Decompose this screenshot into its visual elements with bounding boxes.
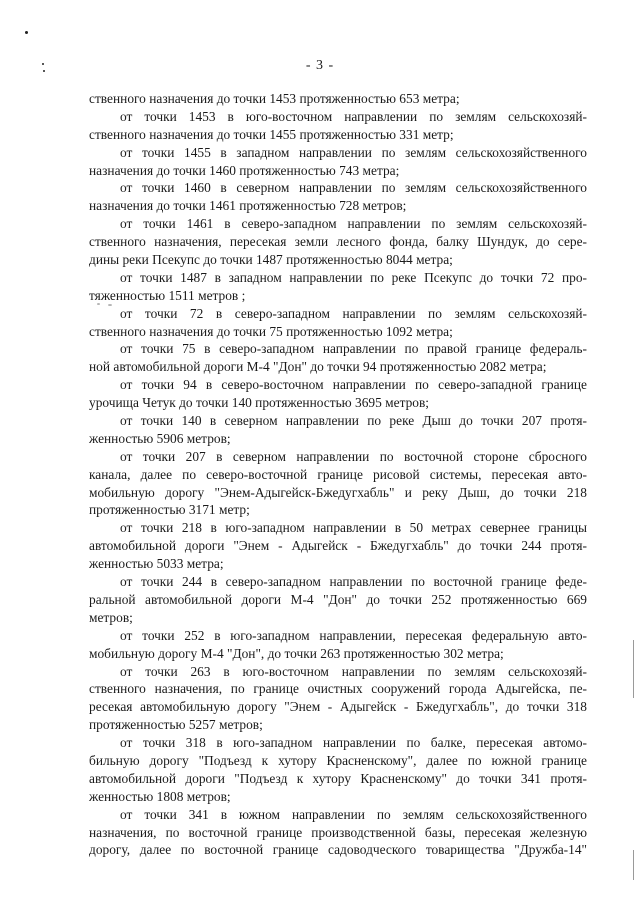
text-line: ральной автомобильной дороги М-4 "Дон" до точки 252 протяженностью 669 <box>89 591 587 607</box>
text-line: от точки 318 в юго-западном направлении по балке, пересекая автомо- <box>120 735 587 751</box>
text-line: протяженностью 5257 метров; <box>89 717 263 733</box>
scan-speck <box>25 31 28 34</box>
text-line: метров; <box>89 609 133 625</box>
text-line: мобильную дорогу "Энем-Адыгейск-Бжедугхабль" и реку Дыш, до точки 218 <box>89 484 587 500</box>
text-line: ственного назначения до точки 1453 протяженностью 653 метра; <box>89 91 460 106</box>
text-line: ственного назначения, пересекая земли лесного фонда, балку Шундук, до сере- <box>89 234 587 250</box>
text-line: ственного назначения до точки 1455 протяженностью 331 метр; <box>89 126 454 142</box>
text-line: мобильную дорогу М-4 "Дон", до точки 263 протяженностью 302 метра; <box>89 645 504 661</box>
text-line: назначения до точки 1461 протяженностью 728 метров; <box>89 198 407 214</box>
scan-speck <box>42 63 44 65</box>
scan-speck <box>43 70 45 72</box>
text-line: назначения до точки 1460 протяженностью 743 метра; <box>89 162 400 178</box>
text-line: от точки 1461 в северо-западном направлении по землям сельскохозяй- <box>120 216 587 232</box>
text-line: от точки 75 в северо-западном направлении по правой границе федераль- <box>120 341 587 357</box>
scan-edge-mark <box>633 850 634 880</box>
text-line: женностью 1808 метров; <box>89 788 231 804</box>
text-line: ресекая автомобильную дорогу "Энем - Адыгейск - Бжедугхабль", до точки 318 <box>89 699 587 715</box>
text-line: от точки 1453 в юго-восточном направлении по землям сельскохозяй- <box>120 108 587 124</box>
page-number: - 3 - <box>305 58 335 73</box>
document-body <box>89 90 587 859</box>
text-line: тяженностью 1511 метров ; <box>89 287 246 303</box>
text-line: от точки 72 в северо-западном направлении по землям сельскохозяй- <box>120 305 587 321</box>
text-line: от точки 263 в юго-восточном направлении по землям сельскохозяй- <box>120 663 587 679</box>
text-line: от точки 244 в северо-западном направлении по восточной границе феде- <box>120 574 587 590</box>
text-line: от точки 1460 в северном направлении по землям сельскохозяйственного <box>120 180 587 196</box>
text-line: назначения, по восточной границе производственной базы, пересекая железную <box>89 824 587 840</box>
text-line: от точки 218 в юго-западном направлении в 50 метрах севернее границы <box>120 520 587 536</box>
text-line: канала, далее по северо-восточной границе рисовой системы, пересекая авто- <box>89 466 587 482</box>
text-line: женностью 5033 метра; <box>89 556 224 572</box>
text-line: дорогу, далее по восточной границе садоводческого товарищества "Дружба-14" <box>89 842 587 858</box>
text-line: от точки 1487 в западном направлении по реке Псекупс до точки 72 про- <box>120 269 587 285</box>
text-line: от точки 207 в северном направлении по восточной стороне сбросного <box>120 448 587 464</box>
text-line: ной автомобильной дороги М-4 "Дон" до точки 94 протяженностью 2082 метра; <box>89 359 547 375</box>
text-line: от точки 341 в южном направлении по землям сельскохозяйственного <box>120 806 587 822</box>
text-line: ственного назначения до точки 75 протяженностью 1092 метра; <box>89 323 453 339</box>
scan-edge-mark <box>633 640 634 698</box>
text-line: автомобильной дороги "Энем - Адыгейск - Бжедугхабль" до точки 244 протя- <box>89 538 587 554</box>
text-line: от точки 252 в юго-западном направлении, пересекая федеральную авто- <box>120 627 587 643</box>
text-line: от точки 94 в северо-восточном направлении по северо-западной границе <box>120 377 587 393</box>
text-line: от точки 140 в северном направлении по реке Дыш до точки 207 протя- <box>120 413 587 429</box>
text-line: женностью 5906 метров; <box>89 430 231 446</box>
text-line: бильную дорогу "Подъезд к хутору Красненскому", далее по южной границе <box>89 752 587 768</box>
text-line: автомобильной дороги "Подъезд к хутору Красненскому" до точки 341 протя- <box>89 770 587 786</box>
text-line: протяженностью 3171 метр; <box>89 502 250 518</box>
text-line: урочища Четук до точки 140 протяженностью 3695 метров; <box>89 395 430 411</box>
text-line: ственного назначения, по границе очистных сооружений города Адыгейска, пе- <box>89 681 587 697</box>
text-line: дины реки Псекупс до точки 1487 протяженностью 8044 метра; <box>89 252 453 268</box>
text-line: от точки 1455 в западном направлении по землям сельскохозяйственного <box>120 144 587 160</box>
